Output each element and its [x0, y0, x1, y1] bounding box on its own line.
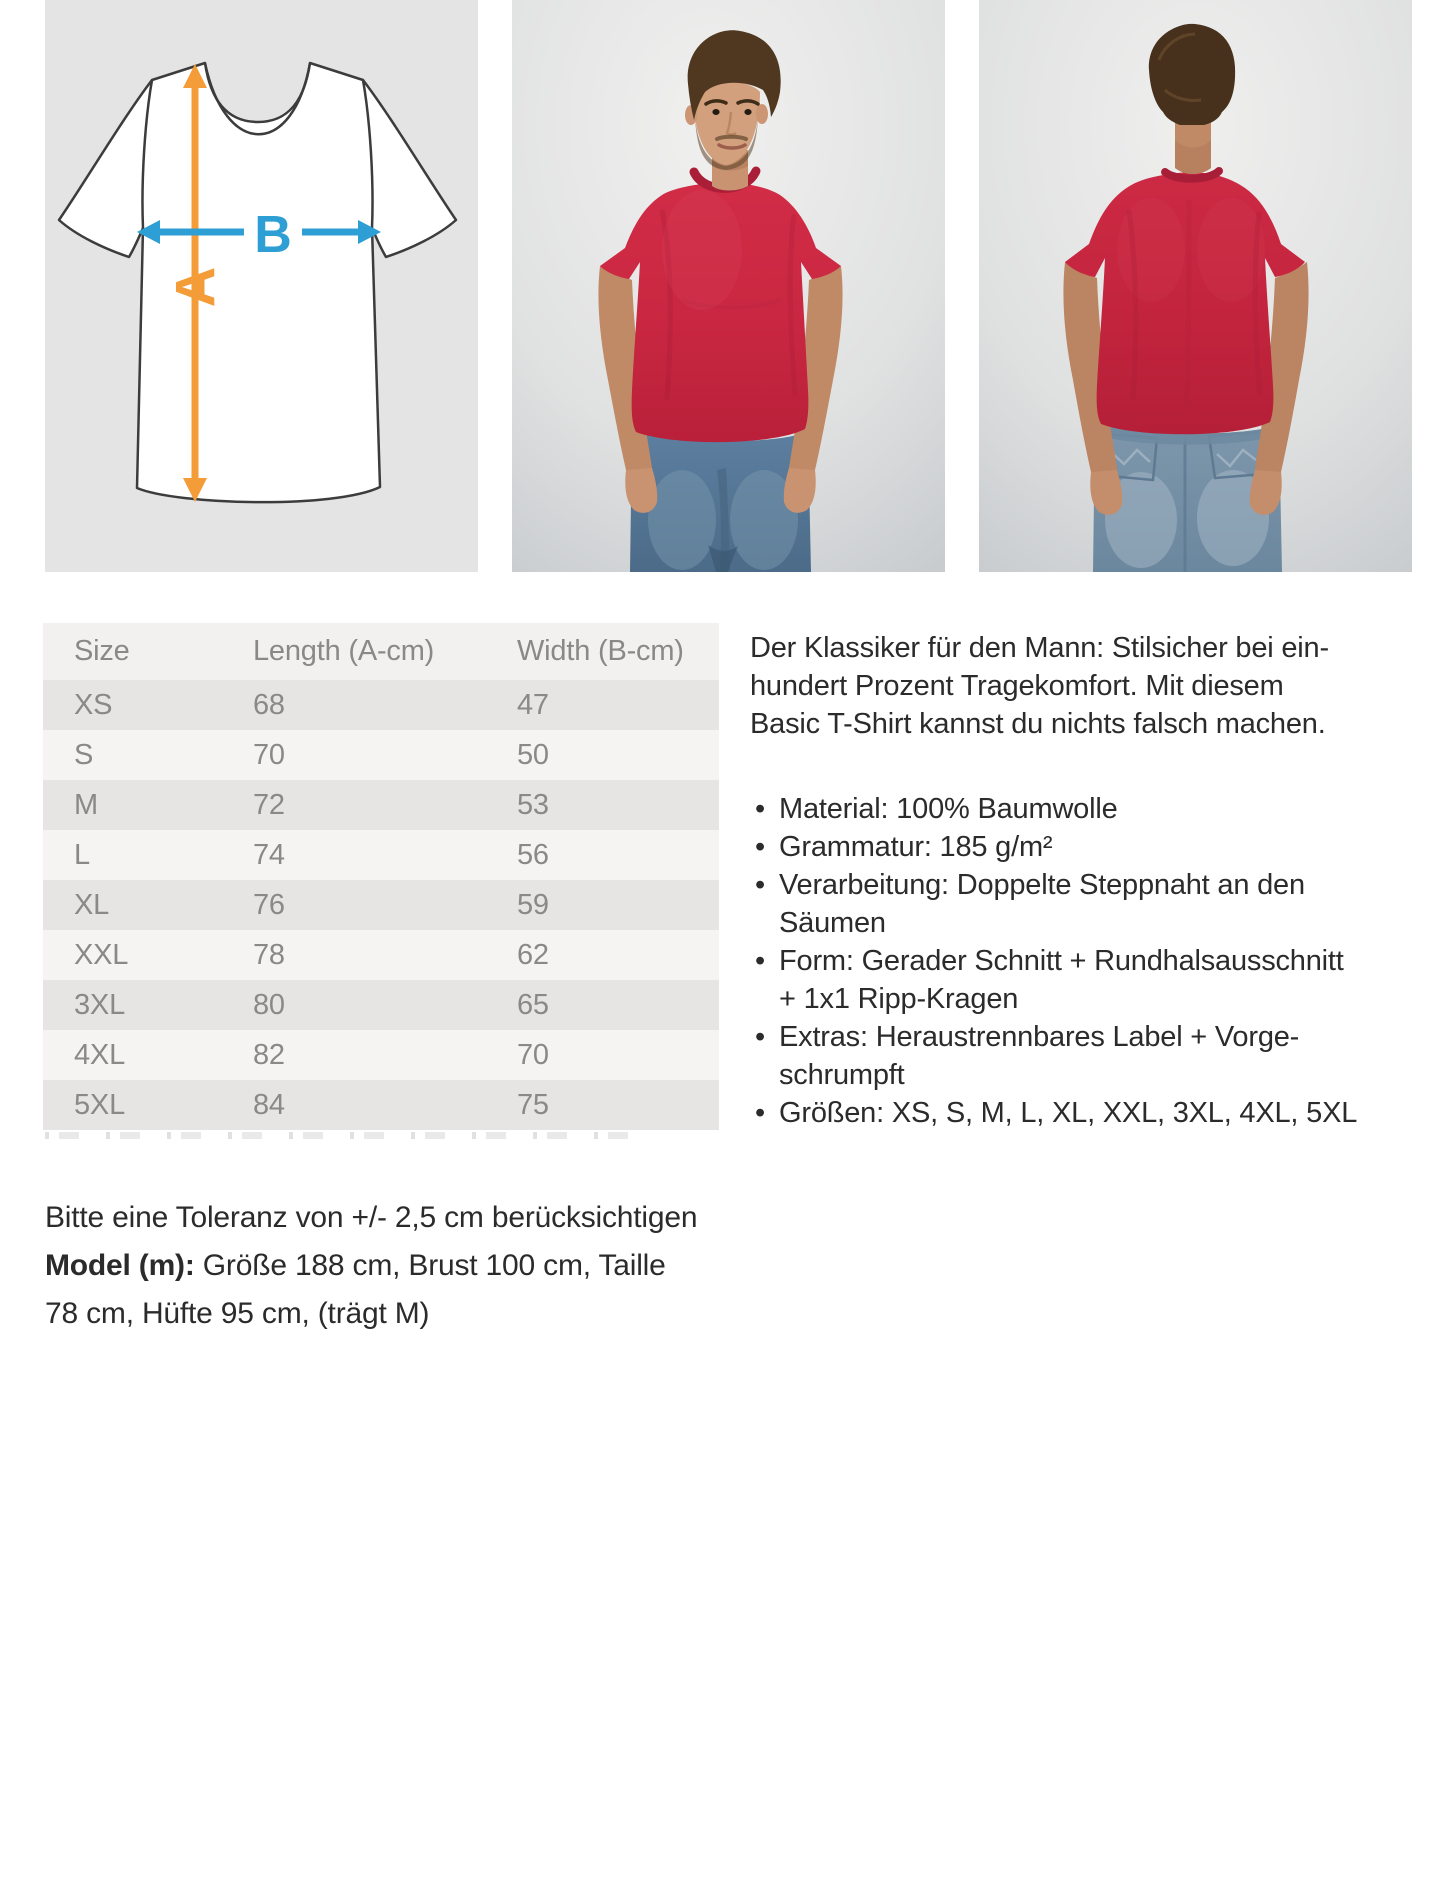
tolerance-note: Bitte eine Toleranz von +/- 2,5 cm berücksichtigen — [45, 1201, 698, 1234]
spec-text: Grammatur: 185 g/m² — [779, 831, 1053, 863]
table-row — [43, 830, 719, 880]
length-cell: 70 — [253, 738, 285, 771]
width-cell: 70 — [517, 1038, 549, 1071]
spec-item-extras — [750, 1018, 1430, 1094]
spec-item-material — [750, 790, 1430, 828]
header-size: Size — [74, 635, 130, 667]
model-label: Model (m): — [45, 1249, 195, 1282]
bullet-icon: • — [755, 945, 765, 977]
bullet-icon: • — [755, 1097, 765, 1129]
model-back-image — [979, 0, 1412, 572]
spec-item-groessen — [750, 1094, 1430, 1132]
product-images — [45, 0, 1412, 572]
table-row — [43, 980, 719, 1030]
spec-text: + 1x1 Ripp-Kragen — [779, 983, 1019, 1015]
size-cell: XXL — [74, 938, 129, 971]
spec-item-form — [750, 942, 1430, 1018]
spec-text: Extras: Heraustrennbares Label + Vorge- — [779, 1021, 1300, 1053]
length-cell: 72 — [253, 788, 285, 821]
size-table-header — [43, 623, 719, 680]
intro-line: Basic T-Shirt kannst du nichts falsch machen. — [750, 708, 1326, 740]
header-width: Width (B-cm) — [517, 635, 684, 667]
size-table — [43, 623, 719, 1130]
front-jeans — [630, 430, 811, 572]
cropped-text-remnant — [45, 1132, 645, 1139]
spec-text: Material: 100% Baumwolle — [779, 793, 1118, 825]
length-cell: 78 — [253, 938, 285, 971]
measurement-notes — [45, 1194, 725, 1338]
bullet-icon: • — [755, 831, 765, 863]
bullet-icon: • — [755, 1021, 765, 1053]
size-cell: XS — [74, 688, 113, 721]
spec-item-grammatur — [750, 828, 1430, 866]
model-back-photo — [979, 0, 1412, 572]
product-description — [750, 629, 1430, 1132]
length-cell: 80 — [253, 988, 285, 1021]
spec-text: Säumen — [779, 907, 886, 939]
spec-text: schrumpft — [779, 1059, 905, 1091]
table-row — [43, 880, 719, 930]
size-cell: M — [74, 788, 98, 821]
model-info-line2: 78 cm, Hüfte 95 cm, (trägt M) — [45, 1297, 430, 1330]
length-cell: 68 — [253, 688, 285, 721]
size-cell: L — [74, 838, 90, 871]
spec-text: Verarbeitung: Doppelte Steppnaht an den — [779, 869, 1305, 901]
size-cell: XL — [74, 888, 110, 921]
spec-item-verarbeitung — [750, 866, 1430, 942]
table-row — [43, 1030, 719, 1080]
length-cell: 84 — [253, 1088, 285, 1121]
intro-line: Der Klassiker für den Mann: Stilsicher bei ein- — [750, 632, 1329, 664]
length-label: A — [163, 266, 227, 308]
width-cell: 53 — [517, 788, 549, 821]
length-cell: 74 — [253, 838, 285, 871]
size-diagram-image — [45, 0, 478, 572]
table-row — [43, 680, 719, 730]
width-label: B — [254, 206, 292, 264]
table-row — [43, 780, 719, 830]
bullet-icon: • — [755, 869, 765, 901]
size-cell: 5XL — [74, 1088, 125, 1121]
table-row — [43, 930, 719, 980]
size-cell: S — [74, 738, 94, 771]
header-length: Length (A-cm) — [253, 635, 435, 667]
width-cell: 47 — [517, 688, 549, 721]
model-front-image — [512, 0, 945, 572]
table-row — [43, 730, 719, 780]
spec-text: Form: Gerader Schnitt + Rundhalsausschnitt — [779, 945, 1344, 977]
model-front-photo — [512, 0, 945, 572]
width-cell: 56 — [517, 838, 549, 871]
bullet-icon: • — [755, 793, 765, 825]
size-cell: 4XL — [74, 1038, 125, 1071]
model-info-text: Größe 188 cm, Brust 100 cm, Taille — [202, 1249, 666, 1282]
spec-text: Größen: XS, S, M, L, XL, XXL, 3XL, 4XL, 5XL — [779, 1097, 1358, 1129]
width-cell: 62 — [517, 938, 549, 971]
width-cell: 50 — [517, 738, 549, 771]
length-cell: 82 — [253, 1038, 285, 1071]
intro-line: hundert Prozent Tragekomfort. Mit diesem — [750, 670, 1284, 702]
width-cell: 65 — [517, 988, 549, 1021]
size-cell: 3XL — [74, 988, 125, 1021]
length-cell: 76 — [253, 888, 285, 921]
table-row — [43, 1080, 719, 1130]
width-cell: 75 — [517, 1088, 549, 1121]
size-diagram — [45, 0, 478, 572]
spec-list — [750, 790, 1430, 1132]
model-info-line1 — [45, 1242, 725, 1290]
width-cell: 59 — [517, 888, 549, 921]
